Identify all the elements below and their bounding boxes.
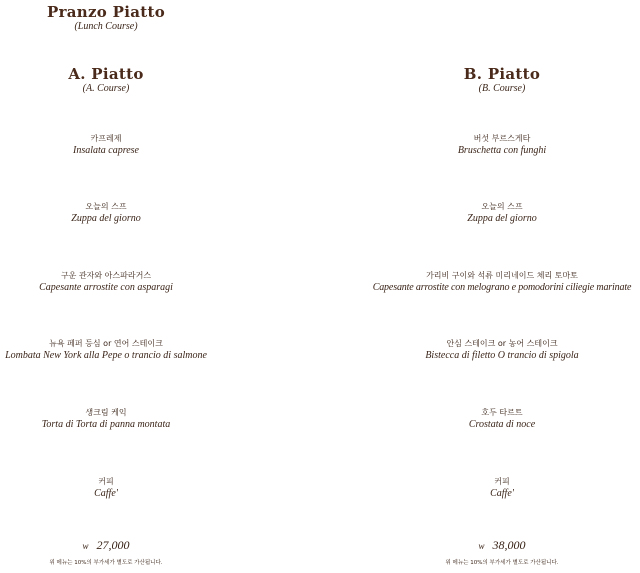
course-a-subtitle: (A. Course) xyxy=(82,83,130,94)
course-b-item-5-korean: 호두 타르트 xyxy=(481,408,523,417)
course-a-item-6-korean: 커피 xyxy=(98,477,114,486)
course-a-item-2-korean: 오늘의 스프 xyxy=(85,202,127,211)
course-a-item-5-korean: 생크림 케익 xyxy=(85,408,127,417)
course-a-item-1-korean: 카프레제 xyxy=(90,134,122,143)
course-a-price-value: 27,000 xyxy=(96,538,130,552)
course-b-item-5-italian: Crostata di noce xyxy=(468,419,536,430)
menu-subtitle: (Lunch Course) xyxy=(74,21,138,32)
course-a-item-1-italian: Insalata caprese xyxy=(72,145,139,156)
course-b-item-2-italian: Zuppa del giorno xyxy=(467,213,537,224)
course-b-price-value: 38,000 xyxy=(492,538,526,552)
course-a-item-3-italian: Capesante arrostite con asparagi xyxy=(39,282,173,293)
course-a-item-2-italian: Zuppa del giorno xyxy=(71,213,141,224)
course-b-item-6-korean: 커피 xyxy=(494,477,510,486)
course-a-vat-note: 위 메뉴는 10%의 부가세가 별도로 가산됩니다. xyxy=(49,560,163,566)
course-b-item-3-korean: 가리비 구이와 석류 미리네이드 체리 토마토 xyxy=(426,271,578,280)
course-a-currency: w xyxy=(82,541,89,551)
course-b-price xyxy=(364,538,640,553)
course-b-vat-note: 위 메뉴는 10%의 부가세가 별도로 가산됩니다. xyxy=(445,560,559,566)
course-a-item-3-korean: 구운 관자와 아스파라거스 xyxy=(60,271,152,280)
course-a-item-6-italian: Caffe' xyxy=(94,488,118,499)
course-a-item-4-italian: Lombata New York alla Pepe o trancio di salmone xyxy=(5,350,207,361)
course-b-item-2-korean: 오늘의 스프 xyxy=(481,202,523,211)
course-b-item-4-italian: Bistecca di filetto O trancio di spigola xyxy=(425,350,579,361)
course-b-subtitle: (B. Course) xyxy=(478,83,526,94)
course-a-price xyxy=(0,538,212,553)
course-a-item-4-korean: 뉴욕 페퍼 등심 or 연어 스테이크 xyxy=(49,339,163,348)
course-b-title: B. Piatto xyxy=(463,65,541,83)
course-b-item-4-korean: 안심 스테이크 or 농어 스테이크 xyxy=(446,339,558,348)
course-b-item-1-italian: Bruschetta con funghi xyxy=(457,145,547,156)
course-a-item-5-italian: Torta di Torta di panna montata xyxy=(41,419,171,430)
course-b-item-6-italian: Caffe' xyxy=(490,488,514,499)
course-b-item-1-korean: 버섯 부르스게타 xyxy=(473,134,531,143)
course-a-title: A. Piatto xyxy=(68,65,144,83)
course-b-item-3-italian: Capesante arrostite con melograno e pomodorini ciliegie marinate xyxy=(372,282,632,293)
course-b-currency: w xyxy=(478,541,485,551)
menu-title: Pranzo Piatto xyxy=(46,3,165,21)
